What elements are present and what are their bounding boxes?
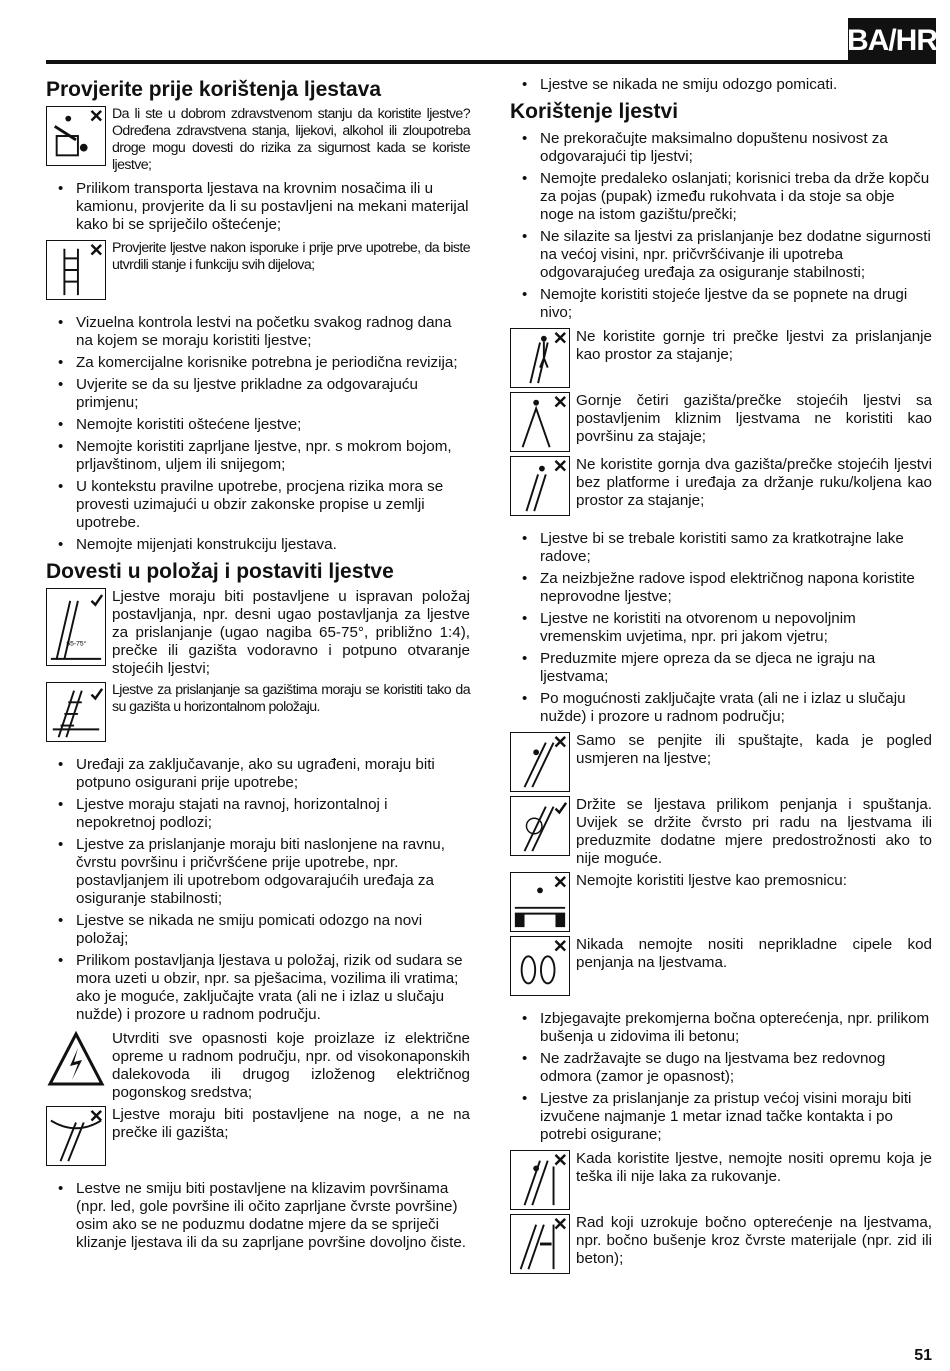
hold-ladder-icon (510, 796, 570, 856)
ladder-angle-icon (46, 588, 106, 666)
list-item: • Po mogućnosti zaključajte vrata (ali ne i izlaz u slučaju nužde) i prozore u radnom području; (510, 690, 932, 726)
list-item: • Uređaji za zaključavanje, ako su ugrađeni, moraju biti potpuno osigurani prije upotrebe; (46, 756, 470, 792)
note-text: Provjerite ljestve nakon isporuke i prije prve upotrebe, da biste utvrdili stanje i funkciju svih dijelova; (112, 240, 470, 274)
note-text: Nemojte koristiti ljestve kao premosnicu: (576, 872, 847, 890)
list-item: • Uvjerite se da su ljestve prikladne za odgovarajuću primjenu; (46, 376, 470, 412)
note-hold (510, 796, 932, 868)
electric-hazard-icon (46, 1030, 106, 1090)
bullet-list (46, 180, 470, 234)
list-item: • Za neizbježne radove ispod električnog napona koristite neprovodne ljestve; (510, 570, 932, 606)
stepladder-two-icon (510, 456, 570, 516)
note-text: Gornje četiri gazišta/prečke stojećih ljestvi sa postavljenim kliznim ljestvama ne koristiti kao površinu za stajaje; (576, 392, 932, 446)
note-text: Utvrditi sve opasnosti koje proizlaze iz električne opreme u radnom području, npr. od visokonaponskih dalekovoda ili drugog izloženog električnog pogonskog sredstva; (112, 1030, 470, 1102)
bullet-list (46, 756, 470, 1024)
note-equipment (510, 1150, 932, 1210)
list-item: • Nemojte koristiti zaprljane ljestve, npr. s mokrom bojom, prljavštinom, uljem ili snijegom; (46, 438, 470, 474)
note-text: Ljestve za prislanjanje sa gazištima moraju se koristiti tako da su gazišta u horizontalnom položaju. (112, 682, 470, 716)
side-load-icon (510, 1214, 570, 1274)
list-item: • Ljestve ne koristiti na otvorenom u nepovoljnim vremenskim uvjetima, npr. pri jakom vjetru; (510, 610, 932, 646)
stepladder-top-icon (510, 392, 570, 452)
list-item: • Izbjegavajte prekomjerna bočna opterećenja, npr. prilikom bušenja u zidovima ili betonu; (510, 1010, 932, 1046)
list-item: • Vizuelna kontrola lestvi na početku svakog radnog dana na kojem se moraju koristiti ljestve; (46, 314, 470, 350)
list-item: • Lestve ne smiju biti postavljene na klizavim površinama (npr. led, gole površine ili očito zaprljane čvrste površine) osim ako se ne poduzmu dodatne mjere da se spriječi klizanje ljestava ili da su zaprljane površine dovoljno čiste. (46, 1180, 470, 1252)
note-text: Rad koji uzrokuje bočno opterećenje na ljestvama, npr. bočno bušenje kroz čvrste materijale (npr. zid ili beton); (576, 1214, 932, 1268)
list-item: • Ljestve za prislanjanje moraju biti naslonjene na ravnu, čvrstu površinu i pričvršćene prije upotrebe, npr. postavljanjem ili upotrebom odgovarajućih uređaja za osiguranje stabilnosti; (46, 836, 470, 908)
note-text: Kada koristite ljestve, nemojte nositi opremu koja je teška ili nije laka za rukovanje. (576, 1150, 932, 1186)
list-item: • Nemojte koristiti oštećene ljestve; (46, 416, 470, 434)
list-item: • Ne prekoračujte maksimalno dopuštenu nosivost za odgovarajući tip ljestvi; (510, 130, 932, 166)
bullet-list (46, 314, 470, 554)
note-health (46, 106, 470, 174)
flip-flops-icon (510, 936, 570, 996)
bullet-list (510, 530, 932, 726)
ladder-feet-icon (46, 1106, 106, 1166)
note-shoes (510, 936, 932, 996)
note-text: Nikada nemojte nositi neprikladne cipele kod penjanja na ljestvama. (576, 936, 932, 972)
health-warning-icon (46, 106, 106, 166)
list-item: • Ljestve moraju stajati na ravnoj, horizontalnoj i nepokretnoj podlozi; (46, 796, 470, 832)
note-text: Samo se penjite ili spuštajte, kada je pogled usmjeren na ljestve; (576, 732, 932, 768)
left-column (46, 76, 470, 1258)
note-text: Držite se ljestava prilikom penjanja i spuštanja. Uvijek se držite čvrsto pri radu na ljestvama ili preduzmite dodatne mjere predostrožnosti ako to nije moguće. (576, 796, 932, 868)
list-item: • U kontekstu pravilne upotrebe, procjena rizika mora se provesti uzimajući u obzir zakonske propise u zemlji upotrebe. (46, 478, 470, 532)
bullet-list (510, 76, 932, 94)
list-item: • Ljestve se nikada ne smiju odozgo pomicati. (510, 76, 932, 94)
note-top-two (510, 456, 932, 516)
right-column (510, 76, 932, 1278)
section-heading-check: Provjerite prije korištenja ljestava (46, 78, 381, 101)
list-item: • Prilikom transporta ljestava na krovnim nosačima ili u kamionu, provjerite da li su postavljeni na mekani materijal kako bi se spriječilo oštećenje; (46, 180, 470, 234)
section-heading-use: Korištenje ljestvi (510, 100, 679, 123)
note-facing (510, 732, 932, 792)
note-text: Ljestve moraju biti postavljene na noge, a ne na prečke ili gazišta; (112, 1106, 470, 1142)
note-electric (46, 1030, 470, 1102)
note-top-rungs (510, 328, 932, 388)
note-treads (46, 682, 470, 742)
list-item: • Ljestve za prislanjanje za pristup većoj visini moraju biti izvučene najmanje 1 metar iznad tačke kontakta i po potrebi osigurane; (510, 1090, 932, 1144)
face-ladder-icon (510, 732, 570, 792)
list-item: • Ljestve bi se trebale koristiti samo za kratkotrajne lake radove; (510, 530, 932, 566)
heavy-equipment-icon (510, 1150, 570, 1210)
ladder-bridge-icon (510, 872, 570, 932)
list-item: • Preduzmite mjere opreza da se djeca ne igraju na ljestvama; (510, 650, 932, 686)
list-item: • Ne silazite sa ljestvi za prislanjanje bez dodatne sigurnosti na većoj visini, npr. pričvršćivanje ili upotreba odgovarajućeg uređaja za osiguranje stabilnosti; (510, 228, 932, 282)
note-inspection (46, 240, 470, 300)
list-item: • Nemojte mijenjati konstrukciju ljestava. (46, 536, 470, 554)
note-top-four (510, 392, 932, 452)
language-badge: BA/HR (848, 18, 936, 64)
bullet-list (510, 1010, 932, 1144)
note-bridge (510, 872, 932, 932)
section-heading-setup: Dovesti u položaj i postaviti ljestve (46, 560, 394, 584)
note-feet (46, 1106, 470, 1166)
bullet-list (510, 130, 932, 322)
note-angle (46, 588, 470, 678)
note-text: Ne koristite gornja dva gazišta/prečke stojećih ljestvi bez platforme i uređaja za držanje ruku/koljena kao prostor za stajanje; (576, 456, 932, 510)
page-number: 51 (914, 1347, 932, 1364)
list-item: • Nemojte predaleko oslanjati; korisnici treba da drže kopču za pojas (pupak) između rukohvata i da stoje sa obje noge na istom gazištu/prečki; (510, 170, 932, 224)
tread-horizontal-icon (46, 682, 106, 742)
note-text: Da li ste u dobrom zdravstvenom stanju da koristite ljestve? Određena zdravstvena stanja, lijekovi, alkohol ili zloupotreba droge mogu dovesti do rizika za sigurnost kada se koriste ljestve; (112, 106, 470, 174)
list-item: • Ljestve se nikada ne smiju pomicati odozgo na novi položaj; (46, 912, 470, 948)
top-rungs-icon (510, 328, 570, 388)
list-item: • Nemojte koristiti stojeće ljestve da se popnete na drugi nivo; (510, 286, 932, 322)
list-item: • Prilikom postavljanja ljestava u položaj, rizik od sudara se mora uzeti u obzir, npr. sa pješacima, vozilima ili vratima; ako je moguće, zaključajte vrata (ali ne i izlaz u slučaju nužde) i prozore u radnom području. (46, 952, 470, 1024)
list-item: • Za komercijalne korisnike potrebna je periodična revizija; (46, 354, 470, 372)
angle-label: 65-75° (66, 640, 87, 648)
note-text: Ljestve moraju biti postavljene u ispravan položaj postavljanja, npr. desni ugao postavljanja za ljestve za prislanjanje (ugao nagiba 65-75°, približno 1:4), prečke ili gazišta vodoravno i potpuno otvaranje stojećih ljestvi; (112, 588, 470, 678)
list-item: • Ne zadržavajte se dugo na ljestvama bez redovnog odmora (zamor je opasnost); (510, 1050, 932, 1086)
bullet-list (46, 1180, 470, 1252)
ladder-inspection-icon (46, 240, 106, 300)
note-text: Ne koristite gornje tri prečke ljestvi za prislanjanje kao prostor za stajanje; (576, 328, 932, 364)
note-side-load (510, 1214, 932, 1274)
header-rule (46, 60, 936, 64)
